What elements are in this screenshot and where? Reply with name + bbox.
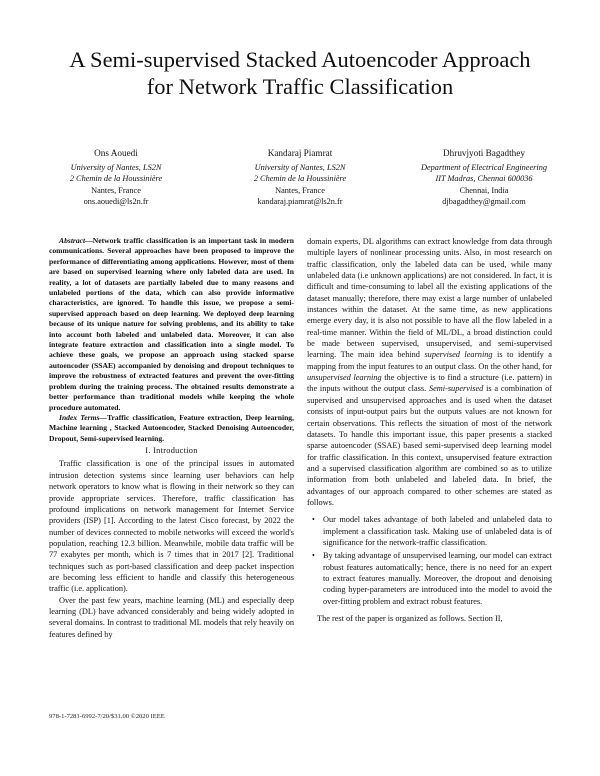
author-name: Dhruvjyoti Bagadthey	[443, 148, 525, 158]
author-block-1	[28, 148, 204, 208]
author-name: Kandaraj Piamrat	[267, 148, 333, 158]
author-email: djbagadthey@gmail.com	[442, 197, 526, 207]
intro-paragraph-3	[307, 236, 552, 508]
author-affiliation: Department of Electrical Engineering	[420, 162, 548, 172]
paragraph-text: is a combination of supervised and unsupervised approaches and is used when the dataset consists of input-output pairs but the outputs values are not known for certain observations. This reflects the situation of most of the network datasets. To handle this important issue, this paper presents a stacked sparse autoencoder (SSAE) based semi-supervised deep learning model for traffic classification. In this context, unsupervised feature extraction and a supervised classification algorithm are combined so as to utilize information from both unlabeled and labeled data. In brief, the advantages of our approach compared to other schemes are stated as follows.	[307, 384, 553, 507]
list-item-text: Our model takes advantage of both labeled and unlabeled data to implement a classification task. Making use of unlabeled data is of significance for the network-traffic classification.	[323, 515, 552, 547]
contributions-list	[307, 514, 552, 607]
abstract	[49, 236, 294, 413]
list-item	[312, 514, 552, 548]
index-terms-text: Traffic classification, Feature extraction, Deep learning, Machine learning , Stacked Autoencoder, Stacked Denoising Autoencoder, Dropout, Semi-supervised learning.	[49, 412, 294, 443]
paper-title-line-1: A Semi-supervised Stacked Autoencoder Approach	[69, 47, 531, 72]
author-affiliation-address: 2 Chemin de la Houssinière	[253, 174, 347, 184]
author-block-3	[396, 148, 572, 208]
left-column	[49, 236, 294, 640]
bullet-icon: •	[312, 515, 315, 525]
author-block-2	[212, 148, 388, 208]
author-location: Nantes, France	[91, 185, 141, 195]
emphasis-term: Semi-supervised	[428, 384, 484, 394]
intro-paragraph-2: Over the past few years, machine learning (ML) and especially deep learning (DL) have advanced considerably and being widely adopted in several domains. In contrast to traditional ML models that rely heavily on features defined by	[49, 595, 294, 639]
right-column	[307, 236, 552, 624]
paper-title	[30, 46, 570, 100]
intro-paragraph-1: Traffic classification is one of the principal issues in automated intrusion detection systems since learning user behaviors can help network operators to know what is flowing in their network so they can provide appropriate services. Therefore, traffic classification has profound implications on network management for Internet Service providers (ISP) [1]. According to the latest Cisco forecast, by 2022 the number of devices connected to mobile networks will exceed the world's population, reaching 12.3 billion. Meanwhile, mobile data traffic will be 77 exabytes per month, which is 7 times that in 2017 [2]. Traditional techniques such as port-based classification and deep packet inspection are becoming less efficient to handle and classify this heterogeneous traffic (i.e. application).	[49, 459, 294, 594]
author-email: ons.aouedi@ls2n.fr	[83, 197, 149, 207]
emphasis-term: supervised learning	[424, 350, 493, 360]
index-terms	[49, 413, 294, 444]
section-heading-introduction: I. Introduction	[145, 446, 198, 456]
author-affiliation-address: 2 Chemin de la Houssinière	[69, 174, 163, 184]
author-affiliation-address: IIT Madras, Chennai 600036	[435, 174, 533, 184]
index-terms-label: Index Terms—	[59, 412, 108, 422]
author-location: Chennai, India	[459, 185, 509, 195]
list-item	[312, 550, 552, 607]
paragraph-text: the objective is to find a structure (i.e. pattern) in the inputs without the output class.	[307, 373, 553, 394]
paragraph-text: domain experts, DL algorithms can extract knowledge from data through multiple layers of nonlinear processing units. Also, in most research on traffic classification, only the labeled data can be used, while many unlabeled data (i.e unknown applications) are not considered. In fact, it is difficult and time-consuming to label all the existing applications of the dataset manually; therefore, there may exist a large number of unlabeled instances within the dataset. At the same time, as new applications emerge every day, it is also not possible to have all the flow labeled in a real-time manner. Within the field of ML/DL, a broad distinction could be made between supervised, unsupervised, and semi-supervised learning. The main idea behind	[307, 237, 552, 360]
author-name: Ons Aouedi	[94, 148, 138, 158]
copyright-footer: 978-1-7281-6992-7/20/$31.00 ©2020 IEEE	[49, 713, 165, 720]
paper-title-line-2: for Network Traffic Classification	[146, 74, 454, 99]
author-affiliation: University of Nantes, LS2N	[254, 162, 346, 172]
author-affiliation: University of Nantes, LS2N	[70, 162, 162, 172]
author-location: Nantes, France	[275, 185, 325, 195]
abstract-text: Network traffic classification is an important task in modern communications. Several approaches have been proposed to improve the performance of differentiating among applications. However, most of them are based on supervised learning where only labeled data are used. In reality, a lot of datasets are partially labeled due to many reasons and unlabeled portions of the data, which can also provide informative characteristics, are ignored. To handle this issue, we propose a semi-supervised approach based on deep learning. We deployed deep learning because of its unique nature for solving problems, and its ability to take into account both labeled and unlabeled data. Moreover, it can also integrate feature extraction and classification into a single model. To achieve these goals, we propose an approach using stacked sparse autoencoder (SSAE) accompanied by denoising and dropout techniques to improve the robustness of extracted features and prevent the over-fitting problem during the training process. The obtained results demonstrate a better performance than traditional models while keeping the whole procedure automated.	[49, 236, 294, 412]
emphasis-term: unsupervised learning	[307, 373, 382, 383]
abstract-label: Abstract—	[59, 236, 93, 245]
paragraph-text: is to identify a mapping from the input features to an output class. On the other hand, for	[307, 350, 552, 371]
intro-paragraph-4: The rest of the paper is organized as follows. Section II,	[317, 614, 503, 623]
list-item-text: By taking advantage of unsupervised learning, our model can extract robust features automatically; hence, there is no need for an expert to extract features manually. Moreover, the dropout and denoising coding hyper-parameters are introduced into the model to avoid the over-fitting problem and extract robust features.	[323, 551, 552, 606]
author-email: kandaraj.piamrat@ls2n.fr	[257, 197, 343, 207]
bullet-icon: •	[312, 551, 315, 561]
